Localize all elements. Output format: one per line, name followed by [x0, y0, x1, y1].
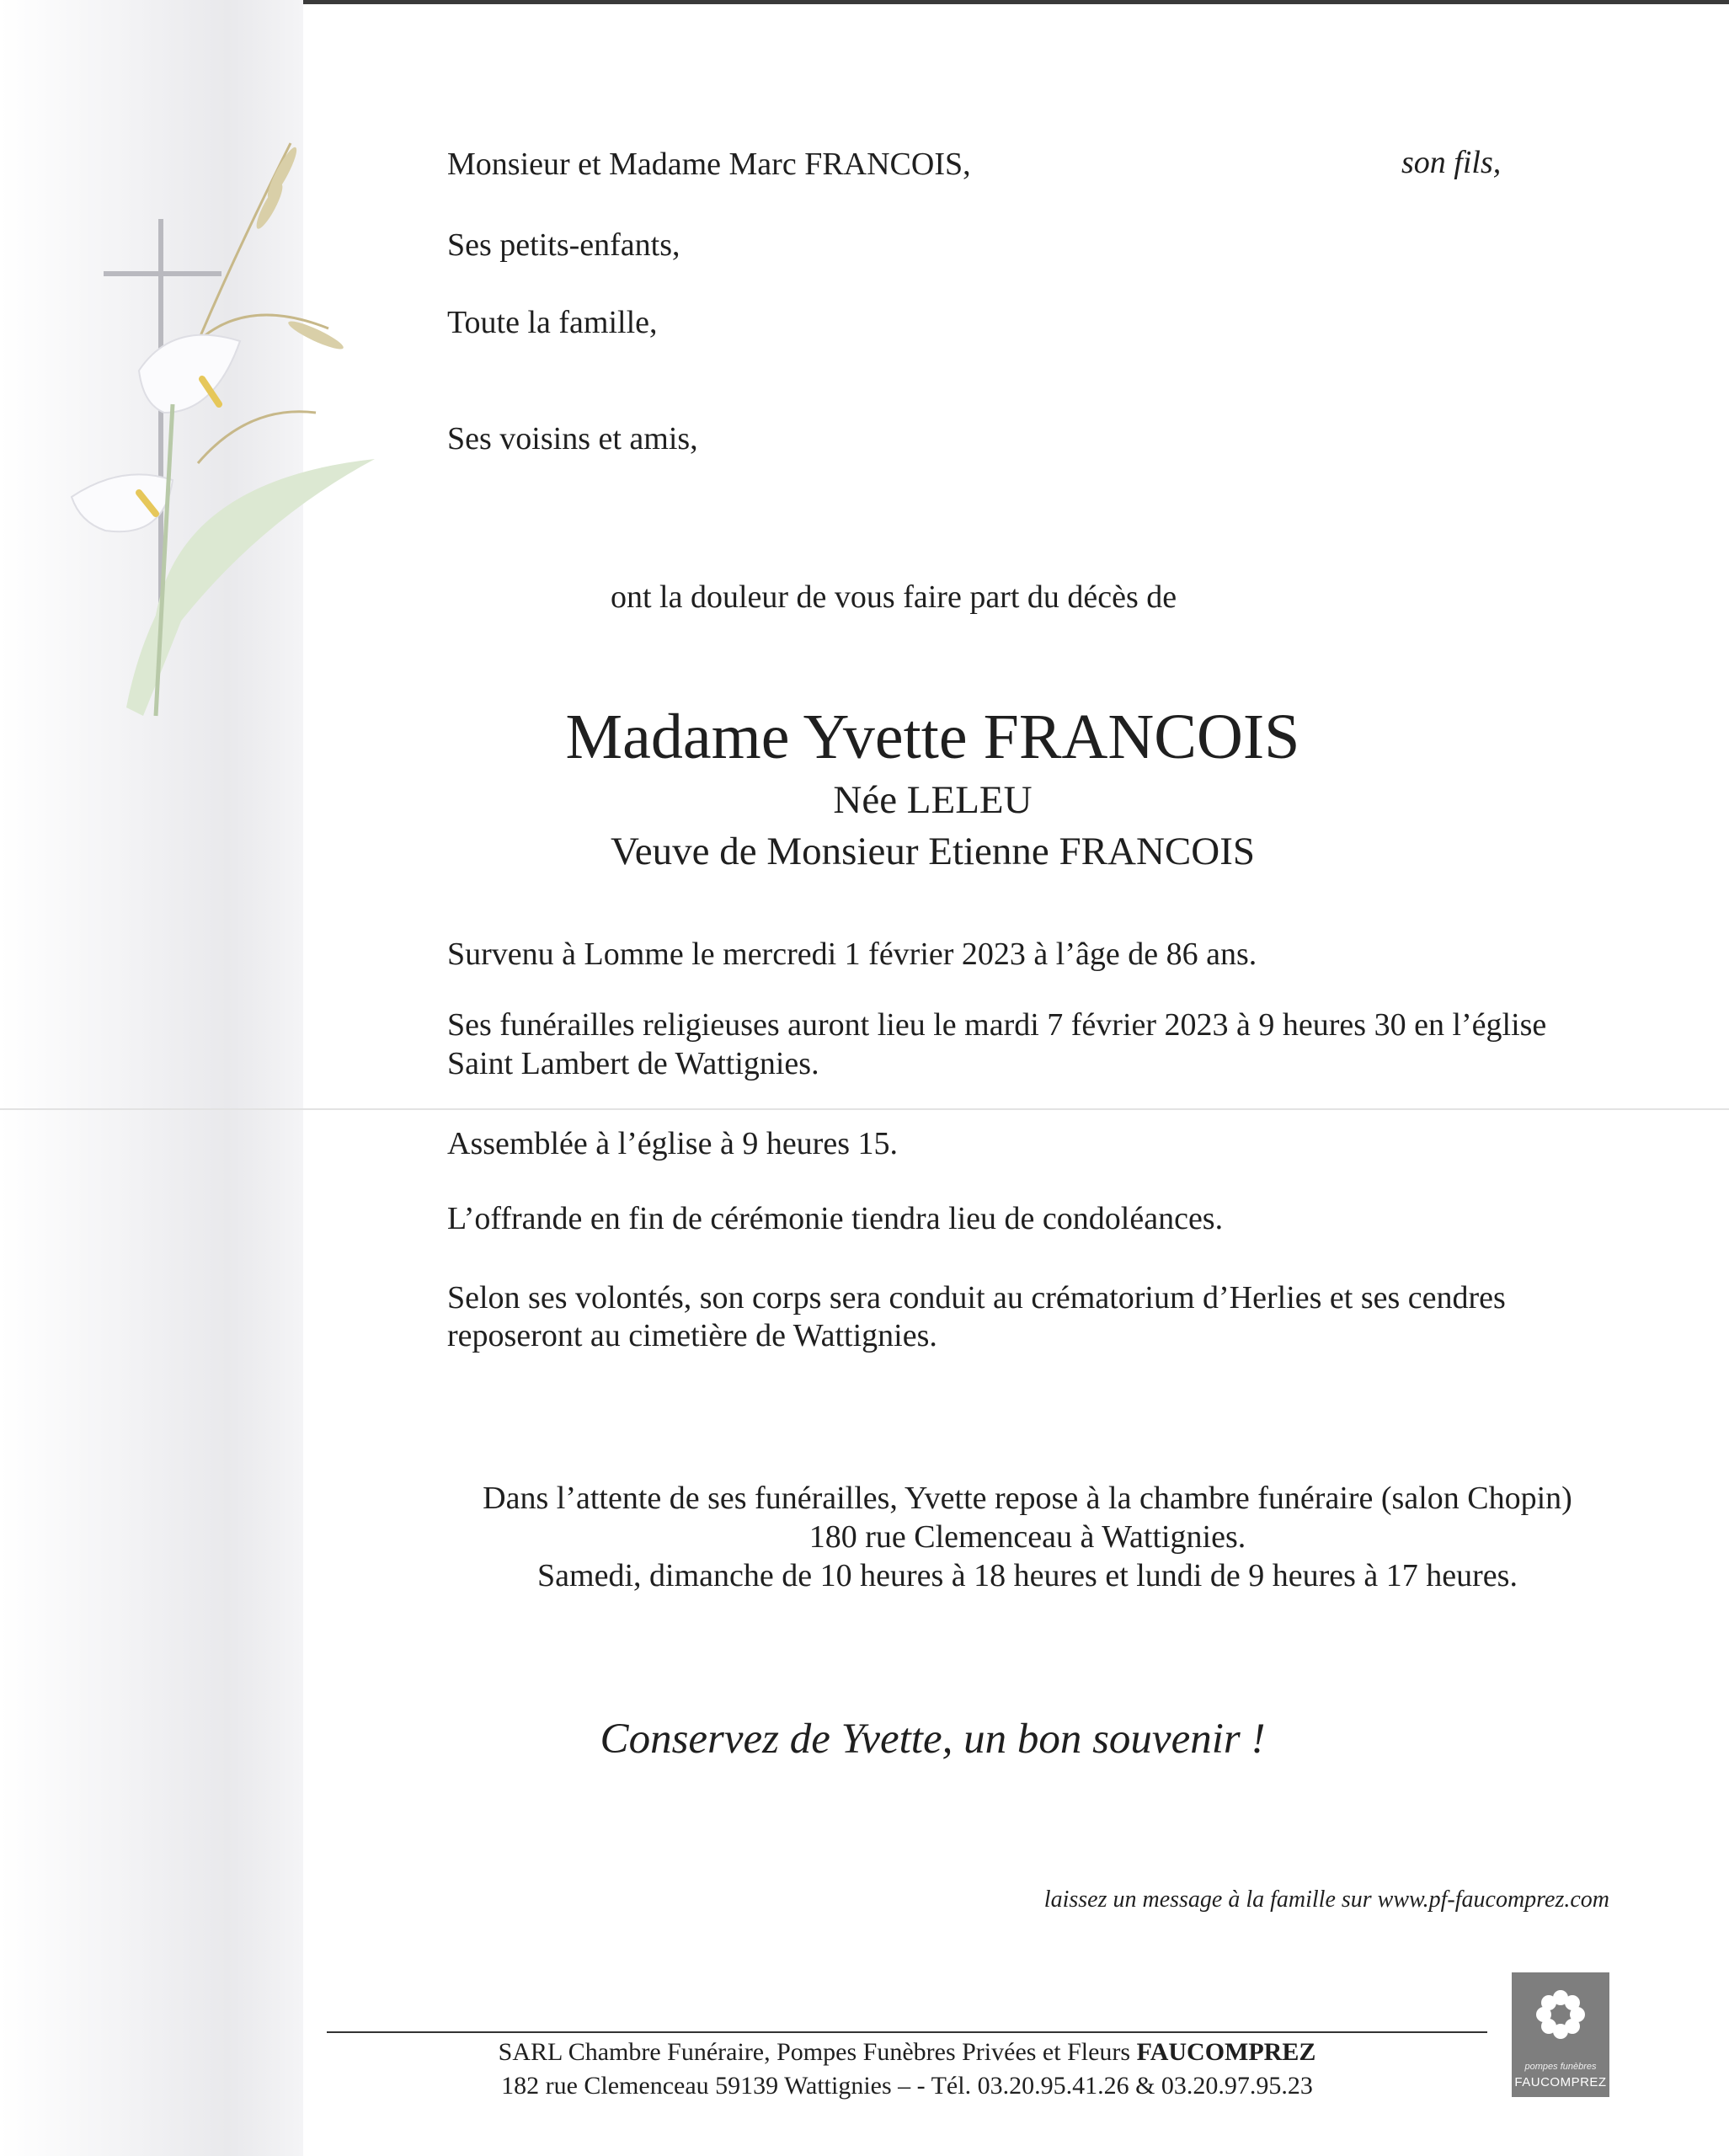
death-notice: Survenu à Lomme le mercredi 1 février 2023 à l’âge de 86 ans.: [447, 937, 1257, 972]
company-logo: [1512, 1972, 1609, 2097]
lily-cross-decoration: [46, 126, 383, 758]
visitation-line-2: 180 rue Clemenceau à Wattignies.: [808, 1519, 1246, 1555]
widow-of: Veuve de Monsieur Etienne FRANCOIS: [611, 830, 1255, 873]
visitation-line-1: Dans l’attente de ses funérailles, Yvette repose à la chambre funéraire (salon Chopin): [483, 1481, 1572, 1516]
footer-rule: [327, 2031, 1487, 2033]
family-line-son: Monsieur et Madame Marc FRANCOIS,: [447, 147, 971, 182]
assembly-time: Assemblée à l’église à 9 heures 15.: [447, 1126, 898, 1161]
footer-company: [327, 2036, 1487, 2068]
deceased-name: Madame Yvette FRANCOIS: [565, 702, 1300, 772]
family-line-grandchildren: Ses petits-enfants,: [447, 227, 680, 263]
footer-company-prefix: SARL Chambre Funéraire, Pompes Funèbres Privées et Fleurs: [498, 2038, 1131, 2066]
closing-message: Conservez de Yvette, un bon souvenir !: [600, 1716, 1266, 1763]
logo-name: FAUCOMPREZ: [1514, 2075, 1607, 2089]
offering-note: L’offrande en fin de cérémonie tiendra lieu de condoléances.: [447, 1201, 1224, 1236]
cremation-line-2: reposeront au cimetière de Wattignies.: [447, 1318, 937, 1353]
funeral-line-2: Saint Lambert de Wattignies.: [447, 1046, 819, 1081]
footer-address: 182 rue Clemenceau 59139 Wattignies – - Tél. 03.20.95.41.26 & 03.20.97.95.23: [501, 2072, 1313, 2100]
website-note: laissez un message à la famille sur www.pf-faucomprez.com: [1043, 1886, 1609, 1913]
fold-line: [0, 1108, 1729, 1110]
footer-company-name: FAUCOMPREZ: [1136, 2038, 1316, 2066]
family-line-friends: Ses voisins et amis,: [447, 421, 698, 456]
family-line-family: Toute la famille,: [447, 305, 658, 340]
announcement-intro: ont la douleur de vous faire part du décès de: [611, 579, 1177, 615]
funeral-line-1: Ses funérailles religieuses auront lieu le mardi 7 février 2023 à 9 heures 30 en l’église: [447, 1007, 1547, 1043]
visitation-line-3: Samedi, dimanche de 10 heures à 18 heures et lundi de 9 heures à 17 heures.: [537, 1558, 1518, 1593]
birth-name: Née LELEU: [833, 778, 1033, 822]
flower-logo-icon: [1512, 1972, 1609, 2057]
logo-tagline: pompes funèbres: [1524, 2062, 1597, 2072]
cremation-line-1: Selon ses volontés, son corps sera conduit au crématorium d’Herlies et ses cendres: [447, 1280, 1506, 1315]
family-relation-son: son fils,: [1401, 145, 1502, 180]
wheat-icon: [173, 143, 328, 463]
